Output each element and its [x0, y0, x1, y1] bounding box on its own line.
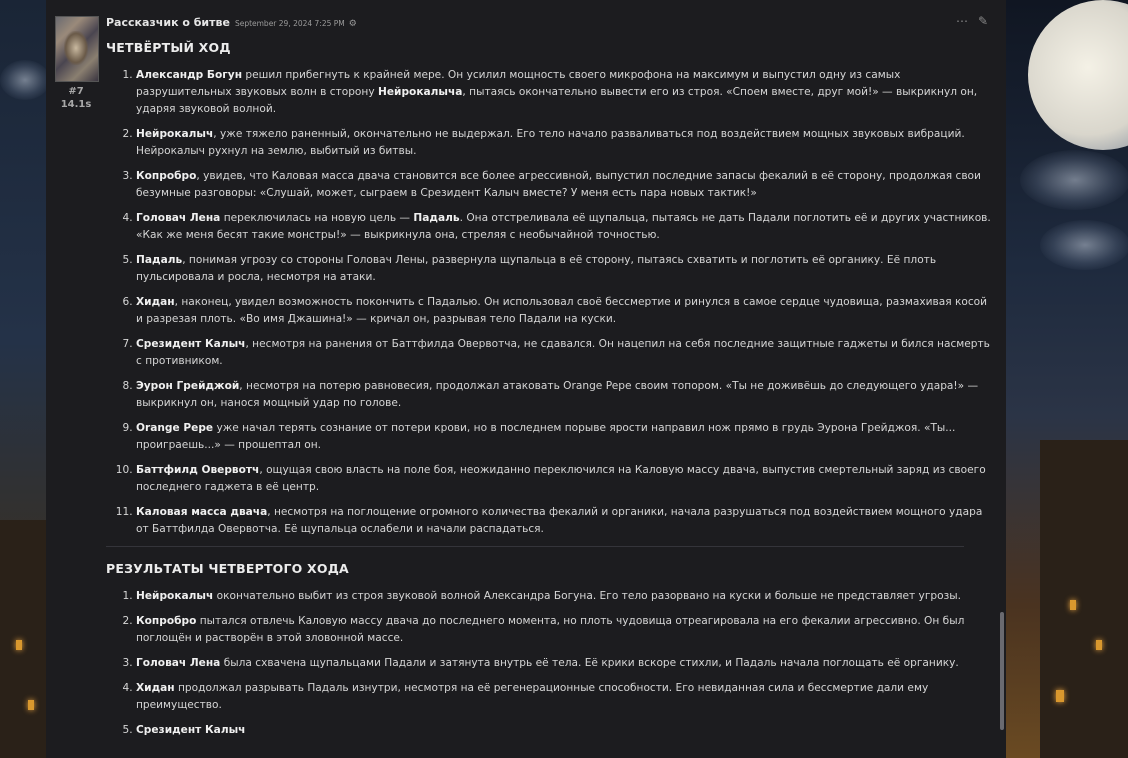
- ellipsis-icon[interactable]: ⋯: [955, 14, 968, 28]
- section-title: РЕЗУЛЬТАТЫ ЧЕТВЕРТОГО ХОДА: [106, 561, 349, 576]
- results-section: [106, 561, 994, 739]
- list-item: 7. Срезидент Калыч, несмотря на ранения от Баттфилда Овервотча, не сдавался. Он нацепил на себя последние защитные гаджеты и бился насмерть с противником.: [136, 336, 994, 370]
- pencil-icon[interactable]: ✎: [977, 14, 988, 28]
- section-title: ЧЕТВЁРТЫЙ ХОД: [106, 40, 231, 55]
- list-item: 5. Падаль, понимая угрозу со стороны Головач Лены, развернула щупальца в её сторону, пытаясь схватить и поглотить её органику. Её плоть пульсировала и росла, несмотря на атаки.: [136, 252, 994, 286]
- window-light: [1056, 690, 1064, 702]
- list-item: 2. Нейрокалыч, уже тяжело раненный, окончательно не выдержал. Его тело начало разваливаться под воздействием мощных звуковых вибраций. Нейрокалыч рухнул на землю, выбитый из битвы.: [136, 126, 994, 160]
- post-header: [106, 16, 357, 32]
- cloud-decoration: [0, 60, 50, 100]
- list-item: 1. Александр Богун решил прибегнуть к крайней мере. Он усилил мощность своего микрофона на максимум и выпустил одну из самых разрушительных звуковых волн в сторону Нейрокалыча, пытаясь окончательно вывести его из строя. «Споем вместе, друг мой!» — выкрикнул он, ударяя звуковой волной.: [136, 67, 994, 118]
- building-decoration: [0, 520, 46, 758]
- post-number: #7: [68, 86, 84, 97]
- list-item: 4. Головач Лена переключилась на новую цель — Падаль. Она отстреливала её щупальца, пытаясь не дать Падали поглотить её и других участников. «Как же меня бесят такие монстры!» — выкрикнула она, стреляя с необычайной точностью.: [136, 210, 994, 244]
- post-generation-time: 14.1s: [60, 99, 92, 110]
- window-light: [28, 700, 34, 710]
- cloud-decoration: [1020, 150, 1128, 210]
- scrollbar[interactable]: [1000, 612, 1004, 730]
- turn-list: [106, 67, 994, 538]
- list-item: 5. Срезидент Калыч: [136, 722, 994, 739]
- cloud-decoration: [1040, 220, 1128, 270]
- list-item: 2. Копробро пытался отвлечь Каловую массу двача до последнего момента, но плоть чудовища отреагировала на его фекалии агрессивно. Он был поглощён и растворён в этой зловонной массе.: [136, 613, 994, 647]
- window-light: [1070, 600, 1076, 610]
- building-decoration: [1040, 440, 1128, 758]
- avatar[interactable]: [55, 16, 99, 82]
- list-item: 11. Каловая масса двача, несмотря на поглощение огромного количества фекалий и органики, начала разрушаться под воздействием мощного удара от Баттфилда Овервотча. Её щупальца ослабели и начали распадаться.: [136, 504, 994, 538]
- window-light: [1096, 640, 1102, 650]
- results-list: [106, 588, 994, 739]
- list-item: 4. Хидан продолжал разрывать Падаль изнутри, несмотря на её регенерационные способности. Его невиданная сила и бессмертие дали ему преимущество.: [136, 680, 994, 714]
- list-item: 3. Головач Лена была схвачена щупальцами Падали и затянута внутрь её тела. Её крики вскоре стихли, и Падаль начала поглощать её органику.: [136, 655, 994, 672]
- post-content: [106, 40, 994, 747]
- list-item: 1. Нейрокалыч окончательно выбит из строя звуковой волной Александра Богуна. Его тело разорвано на куски и больше не представляет угрозы.: [136, 588, 994, 605]
- post-tools: [956, 14, 988, 28]
- window-light: [16, 640, 22, 650]
- post-panel: [46, 0, 1006, 758]
- list-item: 3. Копробро, увидев, что Каловая масса двача становится все более агрессивной, выпустил последние запасы фекалий в её сторону, продолжая свои безумные разговоры: «Слушай, может, сыграем в Срезидент Калыч вместе? У меня есть пара новых тактик!»: [136, 168, 994, 202]
- gear-icon: ⚙: [348, 19, 357, 29]
- list-item: 8. Эурон Грейджой, несмотря на потерю равновесия, продолжал атаковать Orange Pepe своим топором. «Ты не доживёшь до следующего удара!» — выкрикнул он, нанося мощный удар по голове.: [136, 378, 994, 412]
- list-item: 10. Баттфилд Овервотч, ощущая свою власть на поле боя, неожиданно переключился на Каловую массу двача, выпустив смертельный заряд из своего последнего гаджета в её центр.: [136, 462, 994, 496]
- author-name[interactable]: Рассказчик о битве: [106, 16, 230, 29]
- divider: [106, 546, 964, 547]
- list-item: 6. Хидан, наконец, увидел возможность покончить с Падалью. Он использовал своё бессмертие и ринулся в самое сердце чудовища, размахивая косой и разрезая плоть. «Во имя Джашина!» — кричал он, разрывая тело Падали на куски.: [136, 294, 994, 328]
- post-date: September 29, 2024 7:25 PM: [234, 19, 345, 28]
- list-item: 9. Orange Pepe уже начал терять сознание от потери крови, но в последнем порыве ярости направил нож прямо в грудь Эурона Грейджоя. «Ты... проиграешь...» — прошептал он.: [136, 420, 994, 454]
